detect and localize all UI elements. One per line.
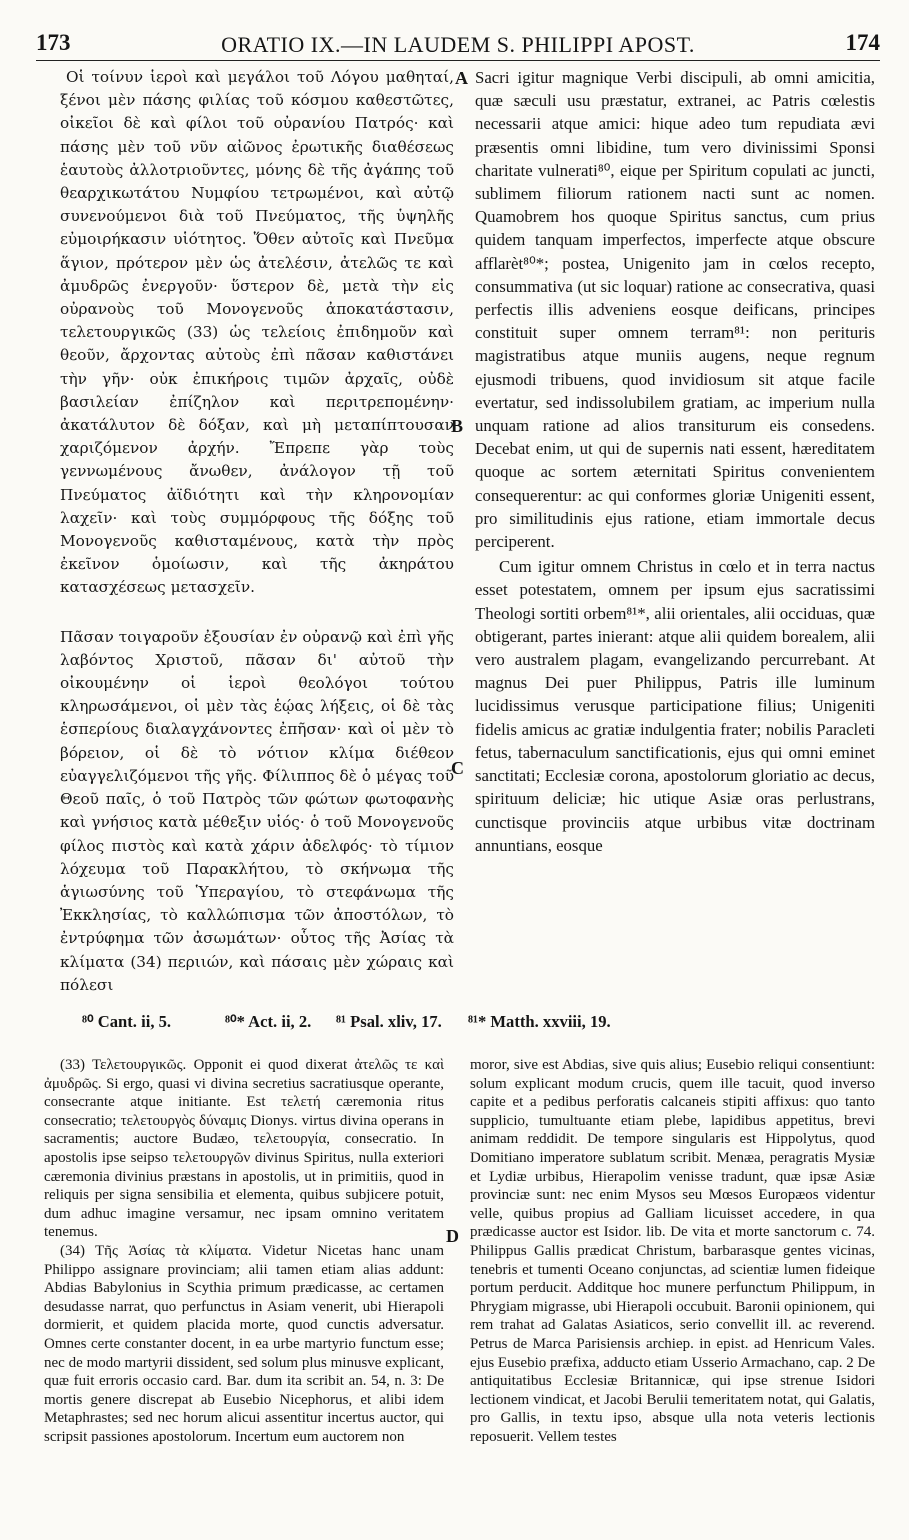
reference-matth: ⁸¹* Matth. xxviii, 19.	[468, 1012, 611, 1031]
page-number-left: 173	[36, 30, 71, 55]
notes-right-column	[470, 1056, 875, 1446]
note-33: (33) Τελετουργικῶς. Opponit ei quod dixerat ἀτελῶς τε καὶ ἀμυδρῶς. Si ergo, quasi vi divina secretius sacratiusque operante, consecrante atque initiante. Est τελετή cæremonia ritus consecratio; τελετουργὸς δύναμις Dionys. virtus divina operans in sacramentis; auctore Budæo, τελετουργία, consecratio. In apostolis ipse seipso τελετουργῶν divinus Spiritus, nulla exteriori cæremonia divinius præstans in apostolis, ut in primitiis, quod in reliquis per signa sensibilia et elementa, quibus subjicere potuit, dum adhuc imagine versamur, nec ipsam omnino veritatem tenemus.	[44, 1057, 444, 1241]
page-header	[36, 30, 880, 64]
section-marker-c: C	[451, 758, 464, 778]
note-34: (34) Τῆς Ἀσίας τὰ κλίματα. Videtur Nicetas hanc unam Philippo assignare provinciam; alii tamen etiam alias addunt: Abdias Babylonius in Scythia primum prædicasse, ac certamen desudasse narrat, quo perfunctus in Asiam venerit, ubi Hierapoli dormierit, et quidem placida morte, quod cunctis adversatur. Omnes certe constanter docent, in ea urbe martyrio functum esse; nec de modo martyrii dissident, sed solum plus minusve explicant, quæ fuit erroris occasio card. Bar. dum ita scribit an. 54, n. 3: De mortis genere discrepat ab Eusebio Nicephorus, et alibi idem Metaphrastes; sed nec horum alicui assentitur incertus auctor, qui scripsit passiones apostolorum. Incertum eum auctorem non	[44, 1242, 444, 1445]
section-marker-b: B	[451, 416, 464, 436]
running-title: ORATIO IX.—IN LAUDEM S. PHILIPPI APOST.	[221, 32, 695, 57]
greek-paragraph-1: Οἱ τοίνυν ἱεροὶ καὶ μεγάλοι τοῦ Λόγου μαθηταί, ξένοι μὲν πάσης φιλίας τοῦ κόσμου καθεστῶτες, οἰκεῖοι δὲ καὶ φίλοι τοῦ οὐρανίου Πατρός· καὶ πάσης μὲν τοῦ νῦν αἰῶνος ἐρωτικῆς διαθέσεως ἑαυτοὺς ἀλλοτριοῦντες, μόνης δὲ τῆς ἀγάπης τοῦ θεαρχικωτάτου Νυμφίου τετρωμένοι, καὶ αὐτῷ συνενούμενοι διὰ τοῦ Πνεύματος, τῆς ὑψηλῆς εὐμοιρήκασιν υἱότητος. Ὅθεν αὐτοῖς καὶ Πνεῦμα ἅγιον, πρότερον μὲν ὡς ἀτελέσιν, ἀτελῶς τε καὶ ἀμυδρῶς ἐνεργοῦν· ὕστερον δὲ, μετὰ τὴν εἰς οὐρανοὺς τοῦ Μονογενοῦς ἀποκατάστασιν, τελετουργικῶς (33) ὡς τελείοις ἐπιδημοῦν καὶ θεοῦν, ἄρχοντας αὐτοὺς ἐπὶ πᾶσαν καθιστάνει τὴν γῆν· οὐκ ἐπικήροις τιμῶν ἀρχαῖς, οὐδὲ βασιλείαν ἐπίζηλον καὶ περιτρεπομένην· ἀκατάλυτον δὲ δόξαν, καὶ μὴ μεταπίπτουσαν χαριζόμενον ἀρχήν. Ἔπρεπε γὰρ τοὺς γεννωμένους ἄνωθεν, ἀνάλογον τῇ τοῦ Πνεύματος ἀϊδιότητι καὶ τὴν κληρονομίαν λαχεῖν· καὶ τοὺς συμμόρφους τῆς δόξης τοῦ Μονογενοῦς καθισταμένους, κατὰ τὴν πρὸς ἐκεῖνον ὁμοίωσιν, καὶ τῆς ἀκηράτου κατασχέσεως μετασχεῖν.	[60, 68, 454, 597]
section-marker-d: D	[446, 1226, 459, 1246]
header-rule	[36, 60, 880, 61]
greek-paragraph-2: Πᾶσαν τοιγαροῦν ἐξουσίαν ἐν οὐρανῷ καὶ ἐπὶ γῆς λαβόντος Χριστοῦ, πᾶσαν δι' αὐτοῦ τὴν οἰκουμένην οἱ ἱεροὶ θεολόγοι τούτου κληρωσάμενοι, οἱ μὲν τὰς ἑῴας λήξεις, οἱ δὲ τὰς ἑσπερίους διαλαγχάνοντες ἐπῆσαν· καὶ οἱ μὲν τὸ βόρειον, οἱ δὲ τὸ νότιον κλίμα διέθεον εὐαγγελιζόμενοι τῆς γῆς. Φίλιππος δὲ ὁ μέγας τοῦ Θεοῦ παῖς, ὁ τοῦ Πατρὸς τῶν φώτων φωτοφανὴς καὶ γνήσιος κατὰ μέθεξιν υἱός· ὁ τοῦ Μονογενοῦς φίλος πιστὸς καὶ κατὰ χάριν ἀδελφός· τὸ τίμιον λόχευμα τοῦ Παρακλήτου, τὸ σκήνωμα τῆς ἁγιωσύνης τοῦ Ὑπεραγίου, τὸ στεφάνωμα τῆς Ἐκκλησίας, τὸ καλλώπισμα τῶν ἀποστόλων, τὸ ἐντρύφημα τῶν ἀσωμάτων· οὗτος τῆς Ἀσίας τὰ κλίματα (34) περιιών, καὶ πάσαις μὲν χώραις καὶ πόλεσι	[60, 627, 454, 994]
notes-left-column	[44, 1056, 444, 1446]
reference-act: ⁸⁰* Act. ii, 2.	[225, 1012, 312, 1031]
note-34-continued: moror, sive est Abdias, sive quis alius; Eusebio reliqui consentiunt: solum explicant modum crucis, quem ille tacuit, quod inverso capite et a pedibus perforatis calcaneis stipiti affixus: quo tanto supplicio, tumultuante etiam plebe, lapidibus appetitus, brevi animam reddidit. De tempore singularis est Hippolytus, quod Domitiano imperatore sublatum scribit. Menæa, peragratis Mysiæ et Lydiæ urbibus, Hierapolim venisse tradunt, quæ ipsæ Asiæ provinciæ sunt: nec enim Mysos seu Mœsos Europæos videntur velle, quibus propius ad Galliam licuisset accedere, in qua prædicasse auctor est Isidor. lib. De vita et morte sanctorum c. 74. Philippus Gallis prædicat Christum, barbarasque gentes vicinas, tenebris et tumenti Oceano conjunctas, ad scientiæ lumen fideique portum perducit. Additque hoc munere perfunctum Philippum, in Phrygiam migrasse, ubi Hierapoli occubuit. Baronii opinionem, qui rem trahat ad Galatas Asiaticos, serio convellit ill. ac reverend. Petrus de Marca Parisiensis archiep. in epist. ad Henricum Vales. ejus Eusebio præfixa, adducto etiam Usserio Armachano, cap. 2 De antiquitatibus Ecclesiæ Britannicæ, qui ipse strenue Isidori lectionem vindicat, et Jacobi Berulii temeritatem notat, qui Galatis, pro Gallis, in textu ipso, absque ulla nota veteris lectionis reposuerit. Vellem testes	[470, 1057, 875, 1445]
scripture-references	[60, 1012, 875, 1042]
section-marker-a: A	[455, 68, 468, 88]
page-number-right: 174	[845, 30, 880, 55]
reference-psal: ⁸¹ Psal. xliv, 17.	[336, 1012, 442, 1031]
reference-cant: ⁸⁰ Cant. ii, 5.	[82, 1012, 172, 1031]
greek-column	[60, 66, 454, 997]
latin-column	[475, 66, 875, 857]
latin-paragraph-1: Sacri igitur magnique Verbi discipuli, ab omni amicitia, quæ sæculi usu præstatur, extranei, ac Patris cœlestis necessarii atque amici: hique adeo tum repudiata ævi præsentis omni libidine, tum vero divinissimi Sponsi charitate vulnerati⁸⁰, eique per Spiritum copulati ac juncti, sublimem filiorum rationem nacti sunt ac nomen. Quamobrem hos quoque Spiritus sanctus, cum prius quidem tanquam imperfectos, imperfecte atque obscure afflarèt⁸⁰*; postea, Unigenito jam in cœlos recepto, consummativa (ut sic loquar) ratione ac consecrativa, quasi perfectis illis adveniens eosque deificans, principes constituit super omnem terram⁸¹: non perituris magistratibus atque muniis augens, neque regnum ejusmodi tribuens, quod invidiosum sit atque facile evertatur, sed indissolubilem gratiam, ac imperium nulla unquam ratione ad alios transiturum eis consedens. Decebat enim, ut qui de supernis nati essent, hæreditatem quoque ac sortem æternitati Spiritus convenientem consequerentur: ac qui conformes gloriæ Unigeniti essent, pro similitudinis ejus ratione, etiam immortale decus perciperent.	[475, 68, 875, 552]
latin-paragraph-2: Cum igitur omnem Christus in cœlo et in terra nactus esset potestatem, omnem per ipsum ejus sacratissimi Theologi sortiti orbem⁸¹*, alii orientales, alii occiduas, quæ obtigerant, partes inierant: atque alii quidem borealem, alii vero australem plagam, evangelizando percurrebant. At magnus Dei puer Philippus, Patris ille luminum lucidissimus verusque participatione filius; Unigeniti fidelis amicus ac gratiæ indulgentia frater; nobilis Paracleti fetus, tabernaculum sanctificationis, ejus qui omni eminet sanctitati; Ecclesiæ corona, apostolorum gloriatio ac decus, spirituum deliciæ; hic utique Asiæ oras perlustrans, cunctisque provinciis atque urbibus vitæ doctrinam annuntians, eosque	[475, 557, 875, 855]
